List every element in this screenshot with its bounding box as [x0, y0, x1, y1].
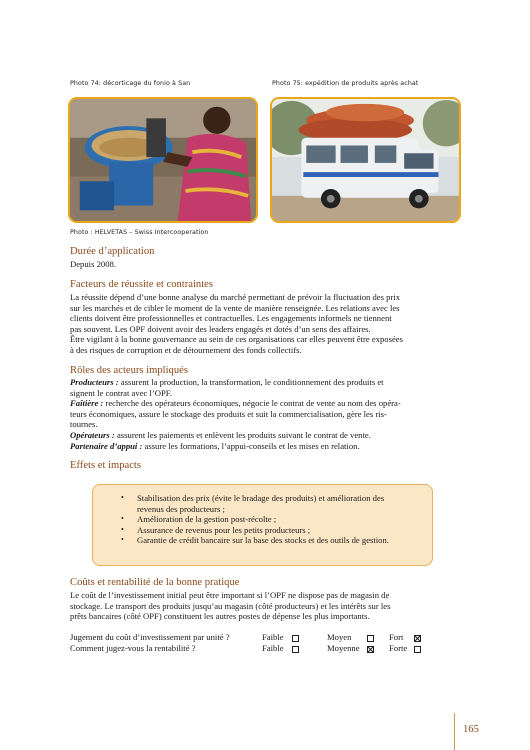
- effets-callout-box: [92, 484, 433, 566]
- text-line: prêts bancaires (côté OPF) constituent les autres postes de dépense les plus importants.: [70, 611, 370, 622]
- list-item: • Stabilisation des prix (évite le bradage des produits) et amélioration des revenus des producteurs ;: [121, 493, 399, 514]
- role-faitiere: [70, 398, 462, 409]
- duree-title: Durée d’application: [70, 246, 155, 257]
- text-line: tournes.: [70, 419, 98, 430]
- text-line: sur les marchés et de cibler le moment de la vente de manière renseignée. Les relations avec les: [70, 302, 400, 313]
- effets-list: [121, 493, 399, 546]
- rating-option-label: Faible: [262, 632, 284, 642]
- page-number: 165: [463, 724, 479, 735]
- text-line: Le coût de l’investissement initial peut être important si l’OPF ne dispose pas de magasin de: [70, 590, 390, 600]
- text-line: pas souvent. Les OPF doivent avoir des leaders engagés et dotés d’un sens des affaires.: [70, 323, 371, 334]
- rating-option-label: Fort: [389, 632, 404, 642]
- role-label: Producteurs :: [70, 377, 119, 387]
- rating-checkbox[interactable]: [414, 646, 421, 653]
- rating-checkbox[interactable]: [292, 646, 299, 653]
- rating-checkbox[interactable]: [292, 635, 299, 642]
- text-line: Être vigilant à la bonne gouvernance au sein de ces organisations car elles peuvent être exposées: [70, 334, 403, 345]
- facteurs-title: Facteurs de réussite et contraintes: [70, 279, 213, 290]
- couts-title: Coûts et rentabilité de la bonne pratique: [70, 577, 240, 588]
- facteurs-text: [70, 292, 462, 356]
- rating-question: Jugement du coût d’investissement par unité ?: [70, 632, 230, 642]
- rating-option-label: Forte: [389, 643, 408, 653]
- photo-produce-shipment: [270, 97, 461, 223]
- photo-75-caption: Photo 75: expédition de produits après achat: [272, 80, 419, 87]
- duree-text: Depuis 2008.: [70, 259, 116, 269]
- rating-option-label: Faible: [262, 643, 284, 653]
- role-label: Opérateurs :: [70, 429, 115, 440]
- list-item: • Amélioration de la gestion post-récolte ;: [121, 514, 399, 525]
- effets-title: Effets et impacts: [70, 460, 141, 471]
- text-line: à des risques de corruption et de détournement des fonds collectifs.: [70, 344, 302, 355]
- rating-question: Comment jugez-vous la rentabilité ?: [70, 643, 196, 653]
- rating-option-label: Moyenne: [327, 643, 360, 653]
- rating-checkbox[interactable]: [367, 635, 374, 642]
- couts-text: [70, 590, 462, 622]
- list-item: • Assurance de revenus pour les petits producteurs ;: [121, 525, 399, 536]
- photo-fonio-husking: [68, 97, 258, 223]
- text-line: La réussite dépend d’une bonne analyse du marché permettant de prévoir la fluctuation des prix: [70, 292, 401, 302]
- role-partenaire: [70, 441, 462, 452]
- role-text: assurent la production, la transformation, le conditionnement des produits et: [118, 377, 384, 387]
- role-text: assure les formations, l’appui-conseils et les mises en relation.: [142, 440, 360, 451]
- role-label: Faîtière :: [70, 398, 104, 409]
- photo-credit: Photo : HELVETAS – Swiss Intercooperation: [70, 229, 209, 236]
- list-item: • Garantie de crédit bancaire sur la base des stocks et des outils de gestion.: [121, 535, 399, 546]
- role-producteurs: [70, 377, 462, 388]
- roles-title: Rôles des acteurs impliqués: [70, 365, 188, 376]
- role-text: recherche des opérateurs économiques, négocie le contrat de vente au nom des opéra-: [103, 398, 401, 409]
- text-line: signent le contrat avec l’OPF.: [70, 387, 173, 398]
- rating-checkbox-checked[interactable]: [367, 646, 374, 653]
- role-text: assurent les paiements et enlèvent les produits suivant le contrat de vente.: [114, 429, 371, 440]
- text-line: stockage. Le transport des produits jusqu’au magasin (côté producteurs) et les intérêts sur les: [70, 600, 391, 611]
- rating-option-label: Moyen: [327, 632, 352, 642]
- roles-text: [70, 377, 462, 451]
- text-line: clients doivent être professionnelles et contractuelles. Les engagements informels ne tiennent: [70, 313, 392, 324]
- rating-row-rentabilite: [70, 643, 440, 655]
- text-line: teurs économiques, assure le stockage des produits et suit la commercialisation, gère les ris-: [70, 408, 387, 419]
- role-label: Partenaire d’appui :: [70, 440, 143, 451]
- page-number-rule: [454, 713, 455, 750]
- role-operateurs: [70, 430, 462, 441]
- rating-checkbox-checked[interactable]: [414, 635, 421, 642]
- photo-74-caption: Photo 74: décorticage du fonio à San: [70, 80, 191, 87]
